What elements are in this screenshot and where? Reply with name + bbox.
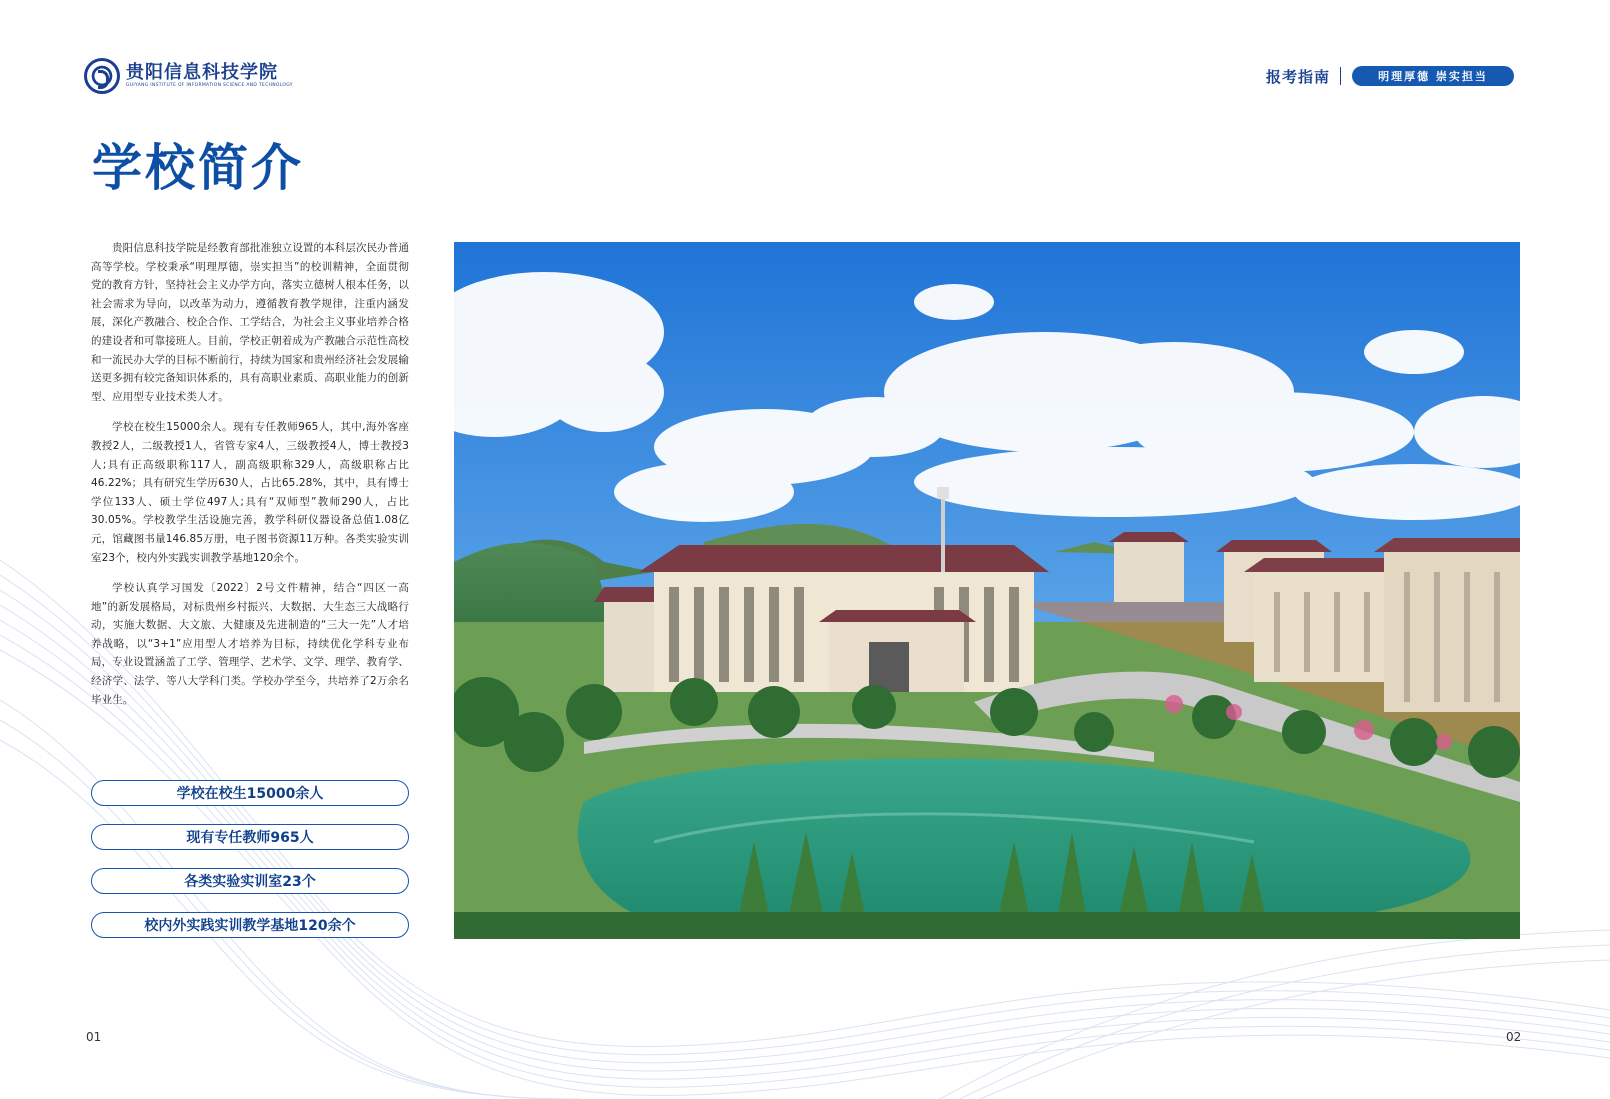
school-logo[interactable] xyxy=(84,58,293,94)
page-title: 学校简介 xyxy=(92,139,304,197)
intro-paragraph: 学校认真学习国发〔2022〕2号文件精神，结合“四区一高地”的新发展格局，对标贵州乡村振兴、大数据、大生态三大战略行动，实施大数据、大文旅、大健康及先进制造的“三大一先”人才培养战略，以“3+1”应用型人才培养为目标，持续优化学科专业布局，专业设置涵盖了工学、管理学、艺术学、文学、理学、教育学、经济学、法学、等八大学科门类。学校办学至今，共培养了2万余名毕业生。 xyxy=(91,582,409,706)
stat-pill-students: 学校在校生15000余人 xyxy=(91,780,409,806)
logo-school-name: 贵阳信息科技学院 xyxy=(126,62,278,83)
intro-paragraph: 学校在校生15000余人。现有专任教师965人，其中,海外客座教授2人，二级教授1人，省管专家4人，三级教授4人，博士教授3人;具有正高级职称117人，副高级职称329人，高级职称占比46.22%；具有研究生学历630人，占比65.28%，其中，具有博士学位133人、硕士学位497人;具有“双师型”教师290人，占比30.05%。学校教学生活设施完善，教学科研仪器设备总值1.08亿元，馆藏图书量146.85万册，电子图书资源11万种。各类实验实训室23个，校内外实践实训教学基地120余个。 xyxy=(91,421,409,564)
stat-pill-bases: 校内外实践实训教学基地120余个 xyxy=(91,912,409,938)
header-guide xyxy=(1266,64,1514,88)
school-emblem-icon xyxy=(84,58,120,94)
page-number-right: 02 xyxy=(1506,1030,1522,1044)
stats-list xyxy=(91,780,409,956)
header-divider xyxy=(1340,67,1341,85)
intro-text xyxy=(91,239,409,721)
campus-aerial-photo xyxy=(454,242,1520,939)
intro-paragraph: 贵阳信息科技学院是经教育部批准独立设置的本科层次民办普通高等学校。学校秉承“明理厚德，崇实担当”的校训精神，全面贯彻党的教育方针，坚持社会主义办学方向，落实立德树人根本任务，以社会需求为导向，以改革为动力，遵循教育教学规律，注重内涵发展，深化产教融合、校企合作、工学结合，为社会主义事业培养合格的建设者和可靠接班人。目前，学校正朝着成为产教融合示范性高校和一流民办大学的目标不断前行，持续为国家和贵州经济社会发展输送更多拥有较完备知识体系的，具有高职业素质、高职业能力的创新型、应用型专业技术类人才。 xyxy=(91,242,409,403)
logo-english-name: GUIYANG INSTITUTE OF INFORMATION SCIENCE AND TECHNOLOGY xyxy=(126,83,293,88)
motto-badge: 明理厚德 崇实担当 xyxy=(1352,66,1514,86)
stat-pill-labs: 各类实验实训室23个 xyxy=(91,868,409,894)
stat-pill-teachers: 现有专任教师965人 xyxy=(91,824,409,850)
guide-label: 报考指南 xyxy=(1266,67,1331,86)
logo-wordmark xyxy=(126,63,293,89)
page-number-left: 01 xyxy=(86,1030,102,1044)
